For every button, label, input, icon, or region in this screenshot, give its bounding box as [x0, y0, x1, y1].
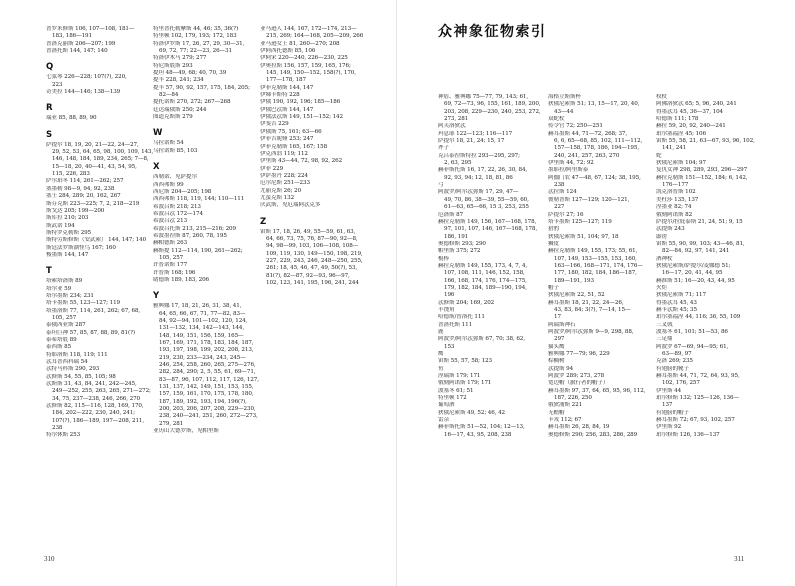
- index-entry: 227, 229, 243, 246, 248—250, 255,: [266, 257, 363, 264]
- index-entry: 帕里斯 375; 272: [438, 248, 481, 255]
- index-entry: 137: [662, 402, 673, 409]
- index-entry: 斯特劳斯修斯（安武索） 144, 147; 140: [46, 237, 147, 244]
- index-entry: 105, 257: [52, 314, 77, 321]
- index-entry: 伊里斯 44: [656, 387, 682, 394]
- index-entry: 特里普托勒摩斯 44, 46; 35, 36(?): [153, 26, 239, 32]
- index-entry: 瑞亚 85, 88, 89, 90: [46, 115, 97, 122]
- index-entry: 狄俄尼索斯 51; 13, 15—17, 20, 40,: [548, 101, 640, 108]
- index-entry: 忒耳普西科瑞 54: [46, 359, 88, 366]
- index-entry: 雅典娜 17, 18, 21, 26, 31, 38, 41,: [153, 303, 242, 310]
- index-entry: 俄刻阿诺斯 82: [656, 211, 693, 218]
- index-entry: 图道克斯斯 279: [153, 114, 193, 121]
- index-entry: 2, 63, 295: [444, 160, 472, 167]
- index-entry: 200, 203, 206, 207, 208, 229—230,: [159, 406, 256, 413]
- index-entry: 俄刻阿诺斯 179; 171: [438, 380, 492, 387]
- index-entry: 赫耳墨斯 44, 71—72, 268; 37,: [548, 130, 628, 137]
- index-entry: 赫拉克勒斯 149, 156, 167—168, 178,: [438, 218, 537, 225]
- index-entry: 153: [444, 343, 455, 350]
- index-entry: 69, 72, 77; 22—23, 26—31: [159, 48, 232, 55]
- index-entry: 厌武斯，见厄瑞阿忒克多: [260, 202, 321, 209]
- index-entry: 赫帕德斯 263: [153, 240, 188, 247]
- symbol-index-column-2: [548, 94, 658, 439]
- index-entry: 43—44: [554, 108, 574, 115]
- index-entry: 提丰 228, 241; 234: [153, 77, 204, 84]
- index-entry: 伊阿西托德斯 85, 106: [260, 48, 316, 55]
- index-entry: 赫拉克勒斯 149, 155, 173; 55, 61,: [548, 248, 638, 255]
- index-entry: 三叉戟: [656, 321, 673, 328]
- index-entry: 赫菲斯托斯 51—52, 104; 12—13,: [438, 424, 525, 431]
- index-entry: 斯芬克斯 223—225; 7, 2, 218—219: [46, 200, 140, 207]
- index-entry: 许普诺斯 177: [153, 262, 188, 269]
- index-entry: 102, 176, 257: [662, 380, 700, 387]
- index-entry: 阿波罗 67—69, 94—95; 61,: [656, 343, 729, 350]
- index-entry: 赫拉克勒斯 151—152, 184; 6, 142,: [656, 174, 748, 181]
- index-entry: 183, 186—191: [52, 33, 92, 40]
- index-entry: 177—178, 187: [266, 77, 306, 84]
- index-entry: 赫耳墨斯 26, 28, 84, 19: [548, 424, 610, 431]
- index-entry: 塔墨洛斯 77, 114, 261, 262; 67, 68,: [46, 307, 141, 314]
- index-entry: 43, 83, 84; 3(?), 7—14, 15—: [554, 306, 631, 313]
- index-entry: 帽子: [548, 284, 559, 291]
- index-entry: 狄俄尼索斯/萨提尔/麦娜德 51;: [656, 262, 731, 269]
- index-title: 众神象征物索引: [438, 24, 547, 40]
- index-entry: 伊斐吉 229: [260, 121, 289, 128]
- index-entry: 斯廷法罗斯湖怪鸟 167; 160: [46, 244, 116, 251]
- index-entry: 6, 6, 65—68, 85, 102, 111—112,: [554, 138, 643, 145]
- index-entry: 伊萨墨丹 228; 224: [260, 172, 308, 179]
- index-entry: 提坦 48—49, 68; 40, 70, 39: [153, 70, 227, 77]
- index-entry: 特里顿 172: [438, 395, 467, 402]
- index-entry: 赫菲斯托斯 16, 17, 22, 26, 30, 84,: [438, 167, 528, 174]
- index-entry: 乌拉诺斯 85, 103: [153, 147, 198, 154]
- index-entry: 特尼斯底斯 293: [153, 62, 193, 69]
- index-entry: 阿波罗 289; 273, 278: [548, 373, 605, 380]
- index-entry: 伊菲 229: [260, 165, 284, 172]
- index-entry: 忒修斯 82, 115—116, 128, 169, 170,: [46, 403, 144, 410]
- index-entry: 亚历山大德罗斯，见帕里斯: [153, 428, 219, 435]
- index-entry: 卡戎 112; 67: [548, 417, 582, 424]
- index-entry: 厄尔尼斯 251—233: [260, 180, 310, 187]
- index-entry: 189—191, 193: [554, 277, 594, 284]
- index-entry: 忒提斯 94: [548, 365, 574, 372]
- index-entry: 塔尔亚 59: [46, 285, 72, 292]
- index-entry: 240, 241, 257, 263, 270: [554, 152, 620, 159]
- index-entry: 狄俄尼索斯 49, 52; 46, 42: [438, 409, 505, 416]
- index-entry: 亚马逊女王 81, 260—270; 208: [260, 40, 340, 47]
- index-section-letter: W: [153, 128, 163, 139]
- index-entry: 波塞冬 61, 101; 51—53, 86: [656, 329, 728, 335]
- index-entry: 伊菲克勒斯 144, 147: [260, 84, 314, 91]
- index-entry: 17: [554, 314, 561, 321]
- index-entry: 梭墨斯 144, 147: [46, 251, 89, 258]
- index-entry: 凯克洛普斯 102: [656, 189, 696, 196]
- index-entry: 227: [554, 204, 565, 211]
- index-entry: 伊里斯 44, 72; 92: [548, 160, 594, 167]
- index-entry: 94, 98—99, 103, 106—108, 108—: [266, 243, 359, 250]
- index-entry: 49, 70, 86, 38—39, 55—59, 60,: [444, 196, 529, 203]
- index-entry: 忒拉斯 124: [548, 189, 577, 196]
- index-entry: 29, 52, 53, 64, 65, 98, 100, 109, 143,: [52, 149, 154, 156]
- index-entry: 普洛托斯 144, 147; 140: [46, 48, 108, 55]
- index-entry: 297: [554, 336, 565, 343]
- right-page: [402, 0, 795, 586]
- index-section-letter: Q: [46, 62, 54, 73]
- index-entry: 阿波罗/阿尔忒弥斯 67, 70; 38, 62,: [438, 336, 525, 343]
- index-entry: 宽边帽（旅行者的帽子）: [548, 380, 609, 387]
- index-entry: 宙斯 55, 90, 99, 103; 43—46, 81,: [656, 240, 745, 247]
- index-entry: 希波墨涅斯 87, 260, 78, 195: [153, 232, 227, 239]
- index-section-letter: Z: [260, 216, 267, 227]
- index-entry: 希波吕忒 172—174: [153, 210, 203, 217]
- index-entry: 伊俄巴忒斯 144, 147: [260, 106, 314, 113]
- index-entry: 三足鼎: [656, 336, 673, 343]
- index-entry: 宙斯 17, 18, 26, 49, 55—59, 61, 63,: [260, 228, 356, 235]
- index-entry: 奇美拉 144—146; 138—139: [46, 89, 121, 96]
- index-entry: 伊俄斯 75, 161; 63—66: [260, 128, 322, 135]
- index-entry: 177, 180, 182, 184, 186—187,: [554, 270, 637, 277]
- index-entry: 珀尔塞福涅 44, 116; 36, 55, 109: [656, 314, 741, 321]
- index-entry: 赫拉 59, 20, 92, 240—241: [656, 123, 726, 130]
- page-number-left: 310: [44, 555, 55, 563]
- index-entry: 145, 149, 150—152, 158(?), 170,: [266, 70, 356, 77]
- index-entry: 146, 148, 184, 189, 234, 265; 7—8,: [52, 156, 149, 163]
- index-column-1: [46, 26, 154, 440]
- index-entry: 尤丽克斯 26; 20: [260, 187, 301, 194]
- index-entry: 97, 101, 107, 146, 167—168, 178,: [444, 226, 538, 233]
- index-entry: 179, 182, 184, 189—190, 194,: [444, 284, 527, 291]
- index-entry: 得墨忒耳 45, 43: [656, 299, 697, 306]
- index-entry: 西西弗斯 99: [153, 181, 184, 188]
- index-section-letter: S: [46, 129, 53, 140]
- index-entry: 希波吕斯 218; 213: [153, 203, 201, 210]
- index-entry: 雅典娜 77—79; 96, 229: [548, 351, 610, 358]
- index-entry: 玛息耶 122—123; 116—117: [438, 130, 513, 137]
- index-entry: 七弦琴 226—228; 107(?), 220,: [46, 74, 127, 81]
- index-entry: 塔卡墨斯 125—127; 119: [548, 218, 612, 225]
- index-entry: 得墨忒耳 45, 36—37, 104: [656, 108, 723, 115]
- index-section-letter: Y: [153, 291, 160, 302]
- index-entry: 鱼: [438, 365, 444, 372]
- index-entry: 193, 197, 198, 199, 202, 208, 213,: [159, 347, 254, 354]
- index-entry: 塔卡墨斯 55, 123—127; 119: [46, 300, 121, 307]
- index-entry: 斯库拉 210; 203: [46, 215, 89, 222]
- index-entry: 阿佛洛狄忒 65; 5, 96, 240, 241: [656, 101, 737, 108]
- index-entry: 赫耳墨斯 18, 21, 22, 24—26,: [548, 299, 624, 306]
- index-entry: 131—132, 134, 142—143, 144,: [159, 325, 244, 332]
- index-entry: 215, 269; 164—168, 205—209, 266: [266, 33, 364, 40]
- index-entry: 忒修斯 54, 55, 85, 105; 98: [46, 373, 116, 380]
- index-entry: 提托诺斯 270, 272; 267—268: [153, 99, 231, 106]
- index-entry: 雷杂: [438, 417, 449, 424]
- index-entry: 伊克西翁 119; 112: [260, 150, 308, 157]
- index-entry: 187, 189, 192, 193, 194, 196(?),: [159, 398, 247, 405]
- index-entry: 珀尔修斯 126, 136—137: [656, 431, 720, 438]
- index-entry: 196: [444, 292, 455, 299]
- index-column-3: [260, 26, 368, 287]
- index-entry: 238: [554, 182, 565, 189]
- index-entry: 萨尔珀冬 114, 261—262; 257: [46, 178, 124, 185]
- index-entry: 238, 240—241, 251, 260, 272—273,: [159, 413, 258, 420]
- index-entry: 102, 123, 141, 195, 196, 241, 244: [266, 280, 359, 286]
- index-entry: 萨提尔 18, 19, 20, 21—22, 24—27,: [46, 141, 139, 148]
- index-entry: 特耶洛斯 118, 119; 111: [46, 351, 108, 358]
- index-entry: 斯武诺 194: [46, 222, 75, 229]
- index-entry: 64, 65, 66, 67, 71, 77—82, 83—: [159, 310, 246, 317]
- index-entry: 伊俄 190, 192, 196; 185—186: [260, 99, 341, 106]
- index-entry: 狄俄尼索斯 51, 104; 97, 18: [548, 233, 619, 240]
- index-entry: 哈德斯/普洛托 111: [438, 314, 485, 321]
- index-entry: 墨耶拉/阿里斯泰: [548, 167, 589, 174]
- index-entry: 普罗米修斯 106, 107—108, 181—: [46, 26, 135, 32]
- index-entry: 273, 281: [444, 116, 469, 123]
- index-entry: 乌拉诺斯 54: [153, 140, 184, 147]
- index-entry: 酒神杖: [656, 255, 673, 262]
- index-entry: 有翅膀的靴子: [656, 365, 689, 372]
- index-section-letter: T: [46, 266, 52, 277]
- index-entry: 赫淮斯 51; 16—20, 43, 44, 95: [656, 277, 735, 284]
- index-entry: 许普斯 168; 196: [153, 269, 196, 276]
- index-entry: 16—17, 43, 95, 208, 238: [444, 431, 512, 438]
- index-entry: 阿波罗/阿尔忒弥斯 9—9, 298, 88,: [548, 329, 634, 335]
- index-entry: 克洛 269; 235: [656, 358, 693, 365]
- index-entry: 187, 226, 250: [554, 395, 592, 402]
- index-entry: 忒提斯 243: [656, 226, 685, 233]
- index-entry: 提丰 57, 90, 92, 157, 175, 184, 205;: [153, 84, 250, 91]
- index-entry: 166, 168, 174, 176, 174—175,: [444, 277, 527, 284]
- index-entry: 赫耳墨斯 72; 67, 93, 102, 257: [656, 417, 735, 424]
- index-entry: 塔尔墨斯 234; 231: [46, 292, 94, 299]
- index-entry: 西尼斯 204—205; 198: [153, 188, 212, 195]
- index-entry: 丰饶角: [438, 306, 455, 313]
- index-entry: 奥德修斯 293; 290: [438, 240, 486, 247]
- index-entry: 有翅膀的帽子: [656, 409, 689, 416]
- index-entry: 249—252, 255, 263, 265, 271—272;: [52, 388, 151, 395]
- index-entry: 鹰: [438, 351, 444, 358]
- index-entry: 特尔休斯 253: [46, 432, 81, 439]
- index-entry: 赫拉克勒斯 149, 155, 173, 4, 7, 4,: [438, 262, 528, 269]
- index-entry: 萨提尔/拉庇泰斯 21, 24, 51; 9, 15: [656, 218, 743, 225]
- index-entry: 霹雳: [656, 233, 667, 240]
- index-column-2: [153, 26, 261, 436]
- index-entry: 特里顿 102, 179, 193; 172, 183: [153, 33, 237, 40]
- index-entry: 塔索塔洛斯 89: [46, 278, 83, 285]
- index-entry: 141, 241: [662, 145, 687, 152]
- symbol-index-column-3: [656, 94, 766, 439]
- index-entry: 棍棒: [438, 255, 449, 262]
- index-entry: 珀尔塞福涅 45; 106: [656, 130, 706, 137]
- index-entry: 葡萄酒: [438, 402, 455, 409]
- index-entry: 廷达瑞俄斯 250; 244: [153, 106, 207, 113]
- index-entry: 西勒诺、见萨提尔: [153, 174, 197, 181]
- index-entry: 普洛克丽斯 206—207; 199: [46, 40, 116, 47]
- index-entry: 亚马逊人 144, 167, 172—174, 213—: [260, 26, 357, 32]
- index-entry: 复仇女神 298, 289, 293, 296—297: [656, 167, 748, 174]
- index-entry: 狮皮: [548, 240, 559, 247]
- left-page: [0, 0, 392, 586]
- index-entry: 246, 254, 258, 260, 265, 275—276,: [159, 362, 256, 369]
- index-section-letter: X: [153, 162, 160, 173]
- index-entry: 哈德斯 111; 178: [656, 116, 699, 123]
- index-entry: 无檐帽: [548, 409, 565, 416]
- index-entry: 宙斯 55, 57, 58; 123: [438, 358, 492, 365]
- book-gutter: [396, 0, 397, 586]
- index-entry: 忒斯斯 31, 43, 84, 241, 242—245,: [46, 381, 137, 388]
- index-entry: 普洛托斯 111: [438, 321, 473, 328]
- index-entry: 伊菲克勒斯 165, 167; 158: [260, 143, 328, 150]
- index-entry: 双蛇杖: [548, 116, 565, 123]
- index-entry: 148, 149, 151, 156, 159, 165—: [159, 332, 244, 339]
- index-entry: 塞壬 284, 289; 20, 162, 267: [46, 193, 121, 200]
- index-entry: 泰坦巨神 57, 85, 87, 88, 89, 81(?): [46, 329, 136, 336]
- index-entry: 鹿: [438, 329, 444, 335]
- index-entry: 彼勒普斯 127—129; 120—121,: [548, 196, 630, 203]
- index-entry: 伊娣卡斯特 228: [260, 92, 300, 99]
- index-entry: 猫头鹰: [548, 343, 565, 350]
- index-entry: 萨提尔 27; 16: [548, 211, 584, 218]
- index-entry: 狄俄尼索斯 71; 117: [656, 292, 706, 299]
- index-entry: 84, 92—94, 101—102, 120, 124,: [159, 318, 248, 324]
- symbol-index-column-1: [438, 94, 548, 439]
- index-entry: 107, 149, 153—155, 153, 160,: [554, 255, 637, 262]
- index-entry: 萨提尔 18, 21, 24; 15, 17: [438, 138, 505, 145]
- index-entry: 184, 202—222, 230, 240, 241;: [52, 410, 135, 417]
- index-entry: 伊俄法忒斯 149, 151—152; 142: [260, 114, 343, 121]
- index-entry: 157—158, 178, 186, 194—195,: [554, 145, 639, 152]
- index-entry: 64, 66, 73, 75, 76, 87—90, 92—8,: [266, 235, 358, 242]
- index-entry: 希波吕忒 213: [153, 218, 188, 225]
- index-entry: 波塞冬 61; 51: [438, 387, 474, 394]
- index-entry: 34, 75, 237—238, 246, 266, 270: [52, 395, 140, 402]
- index-entry: 伊阿宋 220—240, 226—230, 225: [260, 55, 348, 62]
- index-entry: 阿波罗/阿尔忒弥斯 17, 29, 47—: [438, 189, 519, 196]
- index-entry: 81(?), 82—87, 92—93, 96—97,: [266, 272, 350, 279]
- index-entry: 赫耳墨斯 44, 71, 72, 64, 93, 95,: [656, 373, 740, 380]
- index-entry: 105, 257: [159, 254, 184, 261]
- index-entry: 伊奥拉斯 156, 157, 159, 165, 176;: [260, 62, 351, 69]
- index-entry: 157, 159, 161, 170, 175, 178, 180,: [159, 391, 254, 398]
- index-entry: 82—84: [159, 92, 179, 99]
- index-entry: 蛇: [656, 152, 662, 159]
- index-entry: 82—84, 92, 97, 141, 241: [662, 248, 730, 255]
- index-entry: 希波吕托斯 213, 215—216; 209: [153, 225, 236, 232]
- index-entry: 塞墨勒 98—9, 94, 92, 238: [46, 185, 115, 192]
- index-entry: 特洛伊木马 279; 277: [153, 55, 207, 62]
- index-entry: 15—18, 20, 40—41, 43, 54, 95,: [52, 163, 137, 170]
- index-entry: 宙斯 55, 58, 21, 63—67, 93, 96, 102,: [656, 138, 755, 145]
- index-entry: 猎豹: [548, 226, 559, 233]
- index-entry: 俄狄浦斯 221: [548, 402, 583, 409]
- index-entry: 16—17, 20, 41, 44, 95: [662, 270, 723, 277]
- index-entry: 赫耳墨斯 97, 37, 64, 65, 95, 96, 112,: [548, 387, 646, 394]
- index-entry: 珀尔修斯 132; 125—126, 136—: [656, 395, 739, 402]
- index-entry: 斧子: [438, 145, 449, 152]
- index-entry: 阿伽门农 47—48, 67, 124; 38, 195,: [548, 174, 641, 181]
- index-entry: 弓: [438, 182, 444, 189]
- index-entry: 海格立斯斯杯: [548, 94, 581, 100]
- page-number-right: 311: [734, 555, 745, 563]
- index-entry: 107, 108, 111, 146, 152, 158,: [444, 270, 525, 277]
- index-entry: 63—89, 97: [662, 351, 692, 358]
- index-entry: 阿芙洛狄忒: [438, 123, 466, 130]
- index-entry: 特洛伊罗斯 17, 26, 27, 29, 30—31,: [153, 40, 245, 47]
- index-entry: 279, 281: [159, 420, 184, 427]
- index-entry: 131, 137, 142, 149, 151, 153, 155,: [159, 384, 254, 391]
- index-entry: 涅瑞斯 179; 171: [438, 373, 481, 380]
- index-entry: 阿瑞斯神石: [548, 321, 576, 328]
- index-section-letter: R: [46, 103, 53, 114]
- index-entry: 115, 226, 283: [52, 171, 90, 178]
- index-entry: 克吕泰涅斯特拉 293—295, 297;: [438, 152, 520, 159]
- index-entry: 奥德修斯 290; 256, 283, 286, 289: [548, 431, 638, 438]
- index-entry: 238: [52, 425, 63, 432]
- index-entry: 忒修斯 204; 169, 202: [438, 299, 495, 306]
- index-entry: 61—63, 65—66, 15 3, 253, 255: [444, 204, 529, 211]
- index-entry: 203, 208, 229—230, 240, 253, 272,: [444, 108, 541, 115]
- index-entry: 泰俄西亚斯 287: [46, 322, 86, 329]
- index-entry: 219, 230, 233—234, 243, 245—: [159, 354, 246, 361]
- index-entry: 厄洛斯 87: [438, 211, 464, 218]
- index-entry: 261; 18, 45, 46, 47, 49, 50(?), 53,: [266, 265, 358, 272]
- index-entry: 斯特罗克勒斯 295: [46, 229, 92, 236]
- index-entry: 泰希塔底 89: [46, 337, 77, 343]
- index-entry: 斯戈达 205; 199—200: [46, 207, 105, 214]
- index-entry: 狄俄尼索斯 104; 97: [656, 160, 706, 167]
- index-entry: 涅墨亚 82; 74: [656, 204, 692, 211]
- index-entry: 92, 93, 94; 12, 18, 81, 86: [444, 174, 513, 181]
- index-entry: 尤蛮克斯 132: [260, 194, 295, 201]
- index-entry: 223: [52, 81, 63, 88]
- index-entry: 83—87, 96, 107, 112, 117, 126, 127,: [159, 376, 259, 383]
- index-entry: 赫卡忒斯 45; 35: [656, 306, 697, 313]
- index-entry: 火炬: [656, 284, 667, 291]
- index-entry: 163—166, 168—171, 174, 176—: [554, 262, 643, 269]
- index-entry: 传令官 72; 250—251: [548, 123, 603, 130]
- index-entry: 神盾、雅典娜 75—77, 79, 143; 61,: [438, 94, 529, 100]
- index-entry: 西西弗斯 118, 119, 144; 110—111: [153, 196, 245, 203]
- index-entry: 176—177: [662, 182, 689, 189]
- index-entry: 109, 119, 130, 149—150, 198, 219,: [266, 250, 363, 257]
- index-entry: 167, 169, 171, 178, 183, 184, 187,: [159, 340, 254, 347]
- index-entry: 忒特马科斯 290, 293: [46, 366, 100, 373]
- index-entry: 棕榈树: [548, 358, 565, 365]
- index-entry: 282, 284, 290; 2, 5, 55, 61, 69—71,: [159, 369, 256, 376]
- index-entry: 伊里斯 92: [656, 424, 682, 431]
- index-entry: 186, 191: [444, 233, 469, 240]
- index-entry: 伊菲吉妮娅 253; 247: [260, 136, 314, 143]
- index-entry: 泰西斯 85: [46, 344, 72, 351]
- index-entry: 美杜莎 135, 137: [656, 196, 699, 203]
- index-entry: 权杖: [656, 94, 667, 100]
- index-entry: 狄俄尼索斯 22, 51, 52: [548, 292, 605, 299]
- index-entry: 69, 72—73, 96, 155, 161, 189, 200,: [444, 101, 541, 108]
- index-entry: 赫斯提 112—114, 190, 261—262;: [153, 247, 243, 254]
- index-entry: 伊里斯 43—44, 72, 98, 92, 262: [260, 158, 343, 165]
- index-entry: 绪德斯 189, 183, 206: [153, 276, 210, 283]
- index-entry: 107(?), 186—189, 197—208, 211,: [52, 417, 145, 424]
